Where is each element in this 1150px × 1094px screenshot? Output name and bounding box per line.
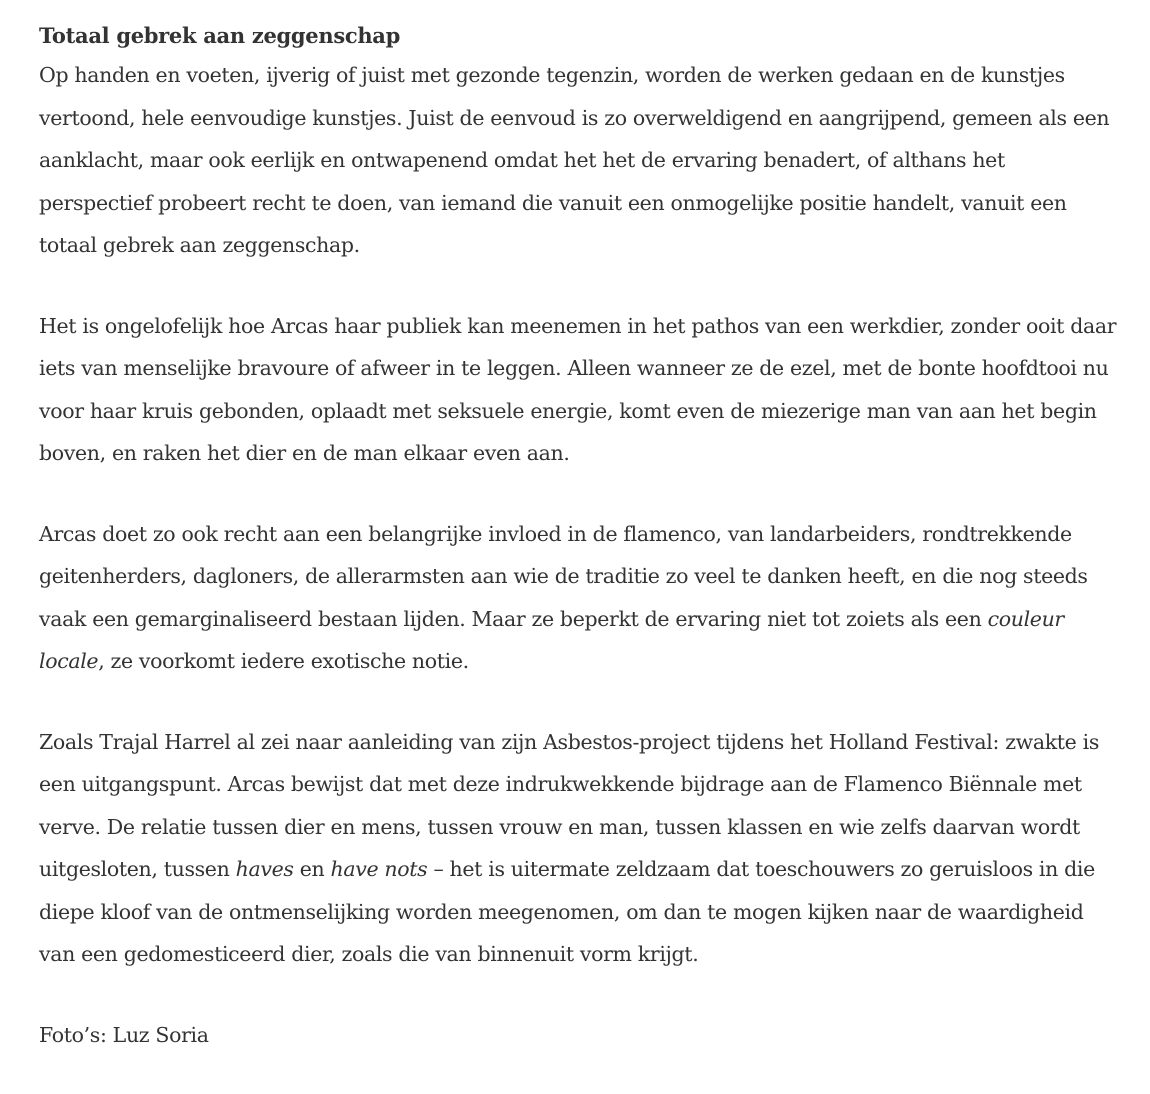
paragraph-3-text-end: , ze voorkomt iedere exotische notie. xyxy=(98,649,469,673)
italic-term: have nots xyxy=(330,857,428,881)
article-body xyxy=(39,18,1119,1094)
paragraph-4-text: en xyxy=(293,857,331,881)
italic-term: couleur locale xyxy=(39,606,1064,673)
paragraph-4-text: Zoals Trajal Harrel al zei naar aanleiding van zijn Asbestos-project tijdens het Holland Festival: zwakte is een uitgangspunt. Arcas bewijst dat met deze indrukwekkende bijdrage aan de Flamenco Biënnale met verve. De relatie tussen dier en mens, tussen vrouw en man, tussen klassen en wie zelfs daarvan wordt uitgesloten, tussen xyxy=(39,729,1100,881)
paragraph-2: Het is ongelofelijk hoe Arcas haar publiek kan meenemen in het pathos van een werkdier, zonder ooit daar iets van menselijke bravoure of afweer in te leggen. Alleen wanneer ze de ezel, met de bonte hoofdtooi nu voor haar kruis gebonden, oplaadt met seksuele energie, komt even de miezerige man van aan het begin boven, en raken het dier en de man elkaar even aan. xyxy=(39,313,1117,465)
italic-term: haves xyxy=(235,857,294,881)
photo-credit: Foto’s: Luz Soria xyxy=(39,1022,209,1047)
paragraph-3 xyxy=(39,513,1119,683)
paragraph-3-text: Arcas doet zo ook recht aan een belangrijke invloed in de flamenco, van landarbeiders, rondtrekkende geitenherders, dagloners, de allerarmsten aan wie de traditie zo veel te danken heeft, en die nog steeds vaak een gemarginaliseerd bestaan lijden. Maar ze beperkt de ervaring niet tot zoiets als een xyxy=(39,521,1088,631)
paragraph-4 xyxy=(39,721,1119,976)
section-heading: Totaal gebrek aan zeggenschap xyxy=(39,23,400,48)
paragraph-4-text-end: – het is uitermate zeldzaam dat toeschouwers zo geruisloos in die diepe kloof van de ontmenselijking worden meegenomen, om dan te mogen kijken naar de waardigheid van een gedomesticeerd dier, zoals die van binnenuit vorm krijgt. xyxy=(39,857,1095,966)
paragraph-1: Op handen en voeten, ijverig of juist met gezonde tegenzin, worden de werken gedaan en de kunstjes vertoond, hele eenvoudige kunstjes. Juist de eenvoud is zo overweldigend en aangrijpend, gemeen als een aanklacht, maar ook eerlijk en ontwapenend omdat het het de ervaring benadert, of althans het perspectief probeert recht te doen, van iemand die vanuit een onmogelijke positie handelt, vanuit een totaal gebrek aan zeggenschap. xyxy=(39,63,1110,257)
